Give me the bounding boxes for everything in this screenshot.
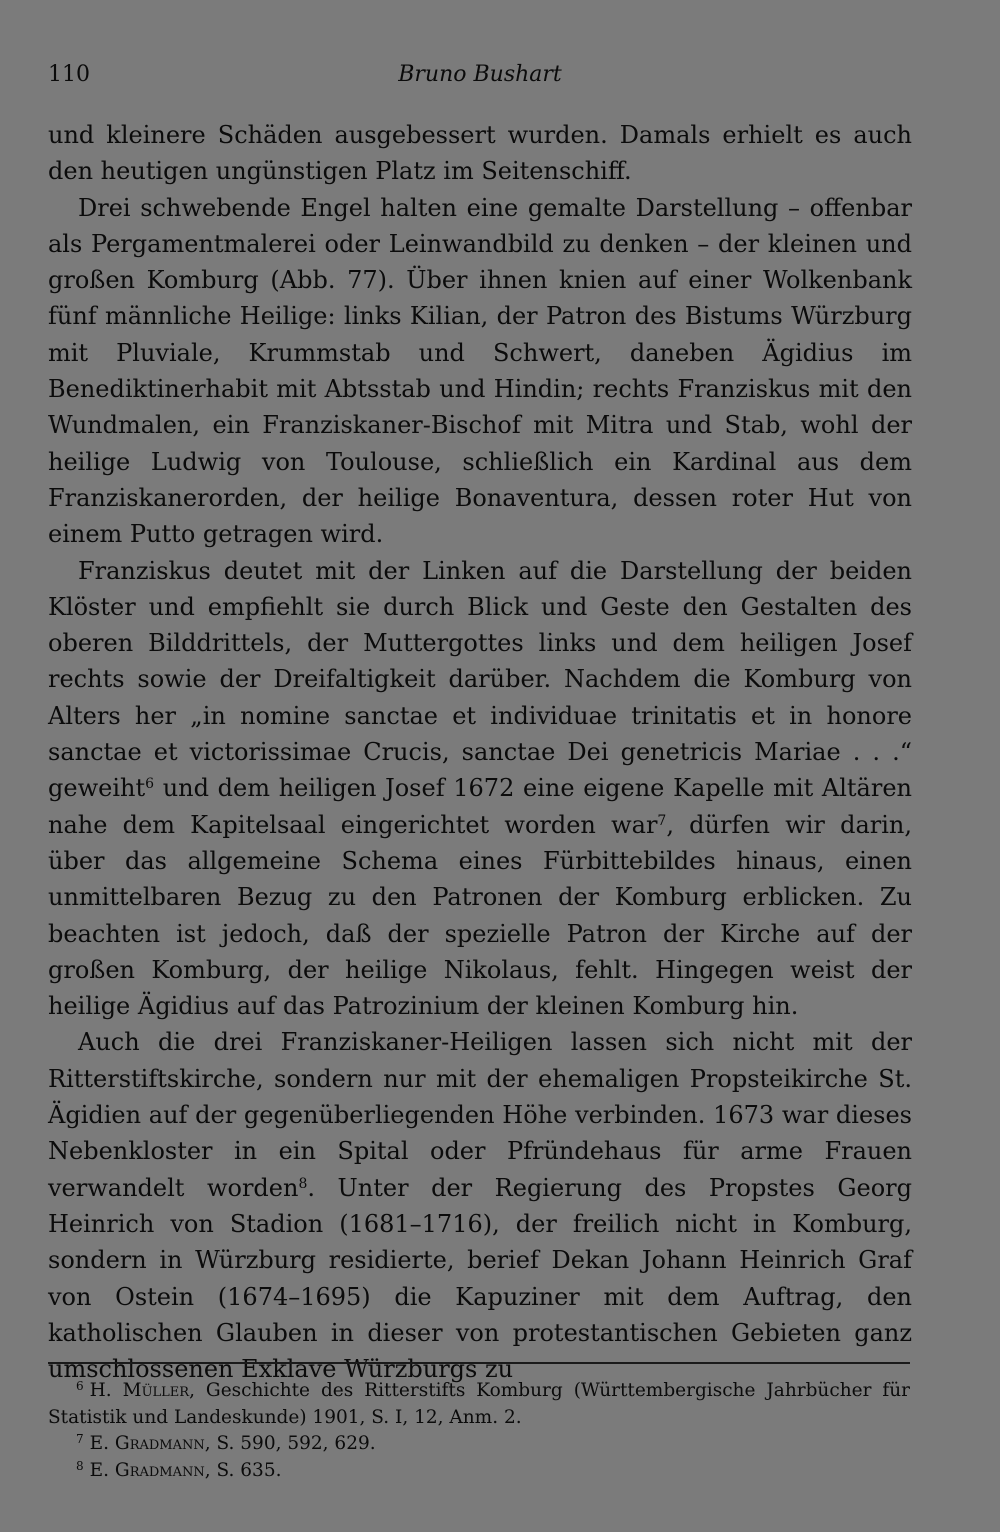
footnote-number: 7 [76, 1432, 84, 1446]
text-run: Drei schwebende Engel halten eine gemalte Darstellung – offenbar als Pergamentmalerei oder Leinwandbild zu denken – der kleinen und großen Komburg (Abb. 77). Über ihnen knien auf einer Wolkenbank fünf männliche Heilige: links Kilian, der Patron des Bistums Würzburg mit Pluviale, Krummstab und Schwert, daneben Ägidius im Benediktinerhabit mit Abtsstab und Hindin; rechts Franziskus mit den Wundmalen, ein Franziskaner-Bischof mit Mitra und Stab, wohl der heilige Ludwig von Toulouse, schließlich ein Kardinal aus dem Franziskanerorden, der heilige Bonaventura, dessen roter Hut von einem Putto getragen wird. [48, 193, 912, 549]
text-run: und kleinere Schäden ausgebessert wurden. Damals erhielt es auch den heutigen ungünstigen Platz im Seitenschiff. [48, 121, 912, 186]
text-run: . Unter der Regierung des Propstes Georg Heinrich von Stadion (1681–1716), der freilich nicht in Komburg, sondern in Würzburg residierte, berief Dekan Johann Heinrich Graf von Ostein (1674–1695) die Kapuziner mit dem Auftrag, den katholischen Glauben in dieser von protestantischen Gebieten ganz umschlossenen Exklave Würzburgs zu [48, 1173, 913, 1384]
footnote-rule [48, 1362, 910, 1364]
footnote-reference: 6 [145, 776, 155, 793]
footnote-number: 8 [76, 1458, 84, 1473]
text-run: , Geschichte des Ritterstifts Komburg (Württembergische Jahrbücher für Statistik und Landeskunde) 1901, S. I, 12, Anm. 2. [48, 1380, 910, 1428]
footnote-reference: 8 [298, 1175, 308, 1192]
body-text [48, 117, 912, 1387]
text-run: E. [89, 1433, 115, 1454]
author-name: Müller [122, 1380, 190, 1401]
paragraph [48, 1024, 912, 1387]
text-run: , S. 635. [204, 1459, 282, 1481]
footnote [48, 1431, 910, 1458]
paragraph [48, 190, 912, 553]
text-run: , S. 590, 592, 629. [204, 1433, 376, 1454]
running-head: Bruno Bushart [398, 62, 562, 87]
text-run: , dürfen wir darin, über das allgemeine Schema eines Fürbittebildes hinaus, einen unmittelbaren Bezug zu den Patronen der Komburg erblicken. Zu beachten ist jedoch, daß der spezielle Patron der Kirche auf der großen Komburg, der heilige Nikolaus, fehlt. Hingegen weist der heilige Ägidius auf das Patrozinium der kleinen Komburg hin. [48, 810, 913, 1021]
footnotes [48, 1378, 910, 1484]
text-run: und dem heiligen Josef 1672 eine eigene Kapelle mit Altären nahe dem Kapitelsaal eingerichtet worden war [48, 774, 912, 839]
author-name: Gradmann [114, 1433, 205, 1454]
author-name: Gradmann [114, 1459, 205, 1481]
footnote-number: 6 [76, 1379, 84, 1393]
paragraph [48, 553, 912, 1025]
page-number: 110 [48, 62, 90, 87]
footnote [48, 1378, 910, 1431]
text-run: Auch die drei Franziskaner-Heiligen lassen sich nicht mit der Ritterstiftskirche, sondern nur mit der ehemaligen Propsteikirche St. Ägidien auf der gegenüberliegenden Höhe verbinden. 1673 war dieses Nebenkloster in ein Spital oder Pfründehaus für arme Frauen verwandelt worden [48, 1028, 912, 1202]
text-run: Franziskus deutet mit der Linken auf die Darstellung der beiden Klöster und empfiehlt sie durch Blick und Geste den Gestalten des oberen Bilddrittels, der Muttergottes links und dem heiligen Josef rechts sowie der Dreifaltigkeit darüber. Nachdem die Komburg von Alters her „in nomine sanctae et individuae trinitatis et in honore sanctae et victorissimae Crucis, sanctae Dei genetricis Mariae . . .“ geweiht [48, 556, 912, 803]
text-run: H. [89, 1380, 123, 1401]
footnote [48, 1458, 910, 1485]
page-header [48, 62, 912, 96]
text-run: E. [89, 1459, 115, 1481]
paragraph [48, 117, 912, 190]
footnote-reference: 7 [657, 812, 667, 829]
